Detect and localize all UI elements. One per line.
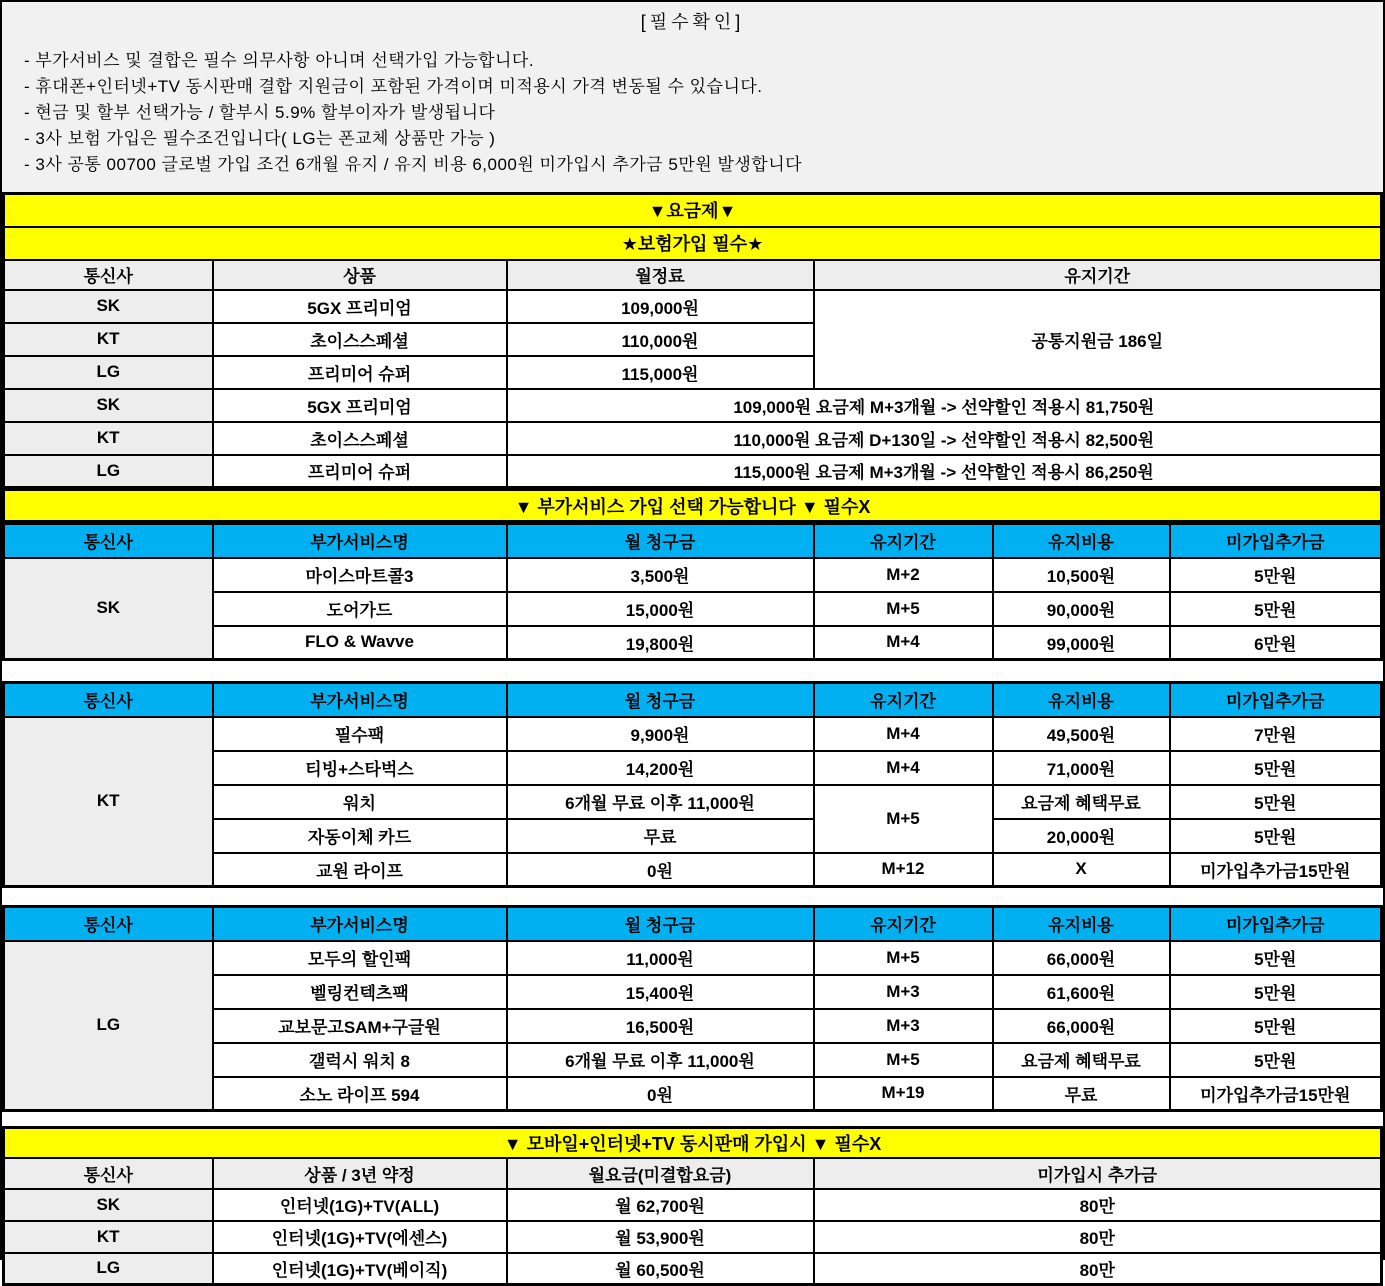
note-line: - 현금 및 할부 선택가능 / 할부시 5.9% 할부이자가 발생됩니다: [24, 103, 496, 122]
col-header-carrier: 통신사: [4, 1158, 213, 1189]
penalty-cell: 미가입추가금15만원: [1170, 853, 1382, 887]
service-cell: FLO & Wavve: [213, 626, 507, 660]
period-cell: M+5: [814, 785, 993, 853]
penalty-cell: 5만원: [1170, 785, 1382, 819]
product-cell: 프리미어 슈퍼: [213, 455, 507, 488]
period-cell: M+2: [814, 558, 993, 592]
fee-cell: 0원: [507, 1077, 814, 1111]
col-header-penalty: 미가입시 추가금: [814, 1158, 1382, 1189]
cost-cell: 99,000원: [993, 626, 1170, 660]
col-header-monthly-fee: 월 청구금: [507, 524, 814, 558]
col-header-service: 부가서비스명: [213, 524, 507, 558]
penalty-cell: 5만원: [1170, 819, 1382, 853]
penalty-cell: 5만원: [1170, 592, 1382, 626]
penalty-cell: 80만: [814, 1253, 1382, 1285]
service-cell: 필수팩: [213, 717, 507, 751]
table-row: [4, 1221, 1382, 1253]
discount-detail-cell: 109,000원 요금제 M+3개월 -> 선약할인 적용시 81,750원: [507, 389, 1382, 422]
period-cell: M+5: [814, 941, 993, 975]
spacer: [2, 888, 1383, 905]
service-cell: 티빙+스타벅스: [213, 751, 507, 785]
fee-cell: 6개월 무료 이후 11,000원: [507, 1043, 814, 1077]
col-header-penalty: 미가입추가금: [1170, 907, 1382, 941]
cost-cell: 61,600원: [993, 975, 1170, 1009]
table-row: [4, 389, 1382, 422]
plan-table: [2, 192, 1383, 489]
fee-cell: 15,000원: [507, 592, 814, 626]
fee-cell: 월 53,900원: [507, 1221, 814, 1253]
col-header-carrier: 통신사: [4, 260, 213, 290]
carrier-cell: LG: [4, 1253, 213, 1285]
penalty-cell: 5만원: [1170, 1009, 1382, 1043]
col-header-monthly-fee: 월 청구금: [507, 907, 814, 941]
discount-detail-cell: 115,000원 요금제 M+3개월 -> 선약할인 적용시 86,250원: [507, 455, 1382, 488]
fee-cell: 11,000원: [507, 941, 814, 975]
carrier-cell: SK: [4, 389, 213, 422]
carrier-cell: KT: [4, 422, 213, 455]
lg-addon-table: [2, 905, 1383, 1112]
penalty-cell: 5만원: [1170, 1043, 1382, 1077]
penalty-cell: 6만원: [1170, 626, 1382, 660]
product-cell: 5GX 프리미엄: [213, 389, 507, 422]
col-header-monthly-fee: 월 청구금: [507, 683, 814, 717]
product-cell: 프리미어 슈퍼: [213, 356, 507, 389]
service-cell: 갤럭시 워치 8: [213, 1043, 507, 1077]
carrier-cell: SK: [4, 558, 213, 660]
service-cell: 교원 라이프: [213, 853, 507, 887]
col-header-period: 유지기간: [814, 260, 1382, 290]
product-cell: 인터넷(1G)+TV(ALL): [213, 1189, 507, 1221]
col-header-cost: 유지비용: [993, 683, 1170, 717]
penalty-cell: 미가입추가금15만원: [1170, 1077, 1382, 1111]
fee-cell: 109,000원: [507, 290, 814, 323]
addon-banner: ▼ 부가서비스 가입 선택 가능합니다 ▼ 필수X: [2, 489, 1383, 522]
cost-cell: 20,000원: [993, 819, 1170, 853]
period-cell: M+4: [814, 626, 993, 660]
period-cell: M+3: [814, 975, 993, 1009]
product-cell: 인터넷(1G)+TV(베이직): [213, 1253, 507, 1285]
col-header-carrier: 통신사: [4, 683, 213, 717]
service-cell: 벨링컨텍츠팩: [213, 975, 507, 1009]
discount-detail-cell: 110,000원 요금제 D+130일 -> 선약할인 적용시 82,500원: [507, 422, 1382, 455]
table-row: [4, 1189, 1382, 1221]
table-row: [4, 455, 1382, 488]
cost-cell: 무료: [993, 1077, 1170, 1111]
fee-cell: 3,500원: [507, 558, 814, 592]
note-line: - 3사 보험 가입은 필수조건입니다( LG는 폰교체 상품만 가능 ): [24, 129, 496, 148]
table-row: [4, 290, 1382, 323]
penalty-cell: 80만: [814, 1189, 1382, 1221]
period-cell: M+5: [814, 592, 993, 626]
fee-cell: 0원: [507, 853, 814, 887]
note-line: - 부가서비스 및 결합은 필수 의무사항 아니며 선택가입 가능합니다.: [24, 51, 535, 70]
table-row: [4, 941, 1382, 975]
carrier-cell: KT: [4, 1221, 213, 1253]
col-header-cost: 유지비용: [993, 907, 1170, 941]
col-header-period: 유지기간: [814, 683, 993, 717]
fee-cell: 115,000원: [507, 356, 814, 389]
penalty-cell: 5만원: [1170, 975, 1382, 1009]
col-header-penalty: 미가입추가금: [1170, 524, 1382, 558]
col-header-service: 부가서비스명: [213, 907, 507, 941]
col-header-penalty: 미가입추가금: [1170, 683, 1382, 717]
cost-cell: 71,000원: [993, 751, 1170, 785]
service-cell: 교보문고SAM+구글원: [213, 1009, 507, 1043]
spacer: [2, 661, 1383, 681]
fee-cell: 9,900원: [507, 717, 814, 751]
carrier-cell: KT: [4, 717, 213, 887]
page-title: [필수확인]: [640, 12, 745, 32]
fee-cell: 14,200원: [507, 751, 814, 785]
service-cell: 도어가드: [213, 592, 507, 626]
plan-banner: ▼요금제▼: [4, 194, 1382, 227]
col-header-cost: 유지비용: [993, 524, 1170, 558]
carrier-cell: SK: [4, 290, 213, 323]
service-cell: 워치: [213, 785, 507, 819]
col-header-carrier: 통신사: [4, 524, 213, 558]
col-header-monthly-fee: 월요금(미결합요금): [507, 1158, 814, 1189]
bundle-table: [2, 1126, 1383, 1286]
service-cell: 소노 라이프 594: [213, 1077, 507, 1111]
service-cell: 마이스마트콜3: [213, 558, 507, 592]
fee-cell: 110,000원: [507, 323, 814, 356]
col-header-carrier: 통신사: [4, 907, 213, 941]
spacer: [2, 1112, 1383, 1126]
service-cell: 모두의 할인팩: [213, 941, 507, 975]
table-row: [4, 558, 1382, 592]
cost-cell: 10,500원: [993, 558, 1170, 592]
period-cell: M+12: [814, 853, 993, 887]
penalty-cell: 80만: [814, 1221, 1382, 1253]
note-line: - 3사 공통 00700 글로벌 가입 조건 6개월 유지 / 유지 비용 6,000원 미가입시 추가금 5만원 발생합니다: [24, 155, 803, 174]
service-cell: 자동이체 카드: [213, 819, 507, 853]
penalty-cell: 5만원: [1170, 558, 1382, 592]
cost-cell: 요금제 혜택무료: [993, 785, 1170, 819]
carrier-cell: LG: [4, 455, 213, 488]
fee-cell: 무료: [507, 819, 814, 853]
fee-cell: 19,800원: [507, 626, 814, 660]
bundle-banner: ▼ 모바일+인터넷+TV 동시판매 가입시 ▼ 필수X: [4, 1128, 1382, 1158]
period-cell: M+3: [814, 1009, 993, 1043]
notes-section: [2, 2, 1383, 192]
period-cell: M+19: [814, 1077, 993, 1111]
penalty-cell: 7만원: [1170, 717, 1382, 751]
table-row: [4, 422, 1382, 455]
cost-cell: 요금제 혜택무료: [993, 1043, 1170, 1077]
cost-cell: 90,000원: [993, 592, 1170, 626]
fee-cell: 월 62,700원: [507, 1189, 814, 1221]
product-cell: 인터넷(1G)+TV(에센스): [213, 1221, 507, 1253]
cost-cell: 66,000원: [993, 1009, 1170, 1043]
col-header-product: 상품 / 3년 약정: [213, 1158, 507, 1189]
insurance-banner: ★보험가입 필수★: [4, 227, 1382, 260]
product-cell: 5GX 프리미엄: [213, 290, 507, 323]
fee-cell: 16,500원: [507, 1009, 814, 1043]
table-row: [4, 1253, 1382, 1285]
col-header-period: 유지기간: [814, 524, 993, 558]
maintain-cell: 공통지원금 186일: [814, 290, 1382, 389]
fee-cell: 월 60,500원: [507, 1253, 814, 1285]
sk-addon-table: [2, 522, 1383, 661]
carrier-cell: KT: [4, 323, 213, 356]
carrier-cell: SK: [4, 1189, 213, 1221]
kt-addon-table: [2, 681, 1383, 888]
cost-cell: X: [993, 853, 1170, 887]
col-header-fee: 월정료: [507, 260, 814, 290]
note-line: - 휴대폰+인터넷+TV 동시판매 결합 지원금이 포함된 가격이며 미적용시 가격 변동될 수 있습니다.: [24, 77, 763, 96]
penalty-cell: 5만원: [1170, 941, 1382, 975]
carrier-cell: LG: [4, 941, 213, 1111]
period-cell: M+5: [814, 1043, 993, 1077]
fee-cell: 15,400원: [507, 975, 814, 1009]
col-header-product: 상품: [213, 260, 507, 290]
penalty-cell: 5만원: [1170, 751, 1382, 785]
col-header-service: 부가서비스명: [213, 683, 507, 717]
table-row: [4, 717, 1382, 751]
cost-cell: 66,000원: [993, 941, 1170, 975]
period-cell: M+4: [814, 751, 993, 785]
carrier-cell: LG: [4, 356, 213, 389]
product-cell: 초이스스페셜: [213, 323, 507, 356]
product-cell: 초이스스페셜: [213, 422, 507, 455]
fee-cell: 6개월 무료 이후 11,000원: [507, 785, 814, 819]
period-cell: M+4: [814, 717, 993, 751]
cost-cell: 49,500원: [993, 717, 1170, 751]
col-header-period: 유지기간: [814, 907, 993, 941]
